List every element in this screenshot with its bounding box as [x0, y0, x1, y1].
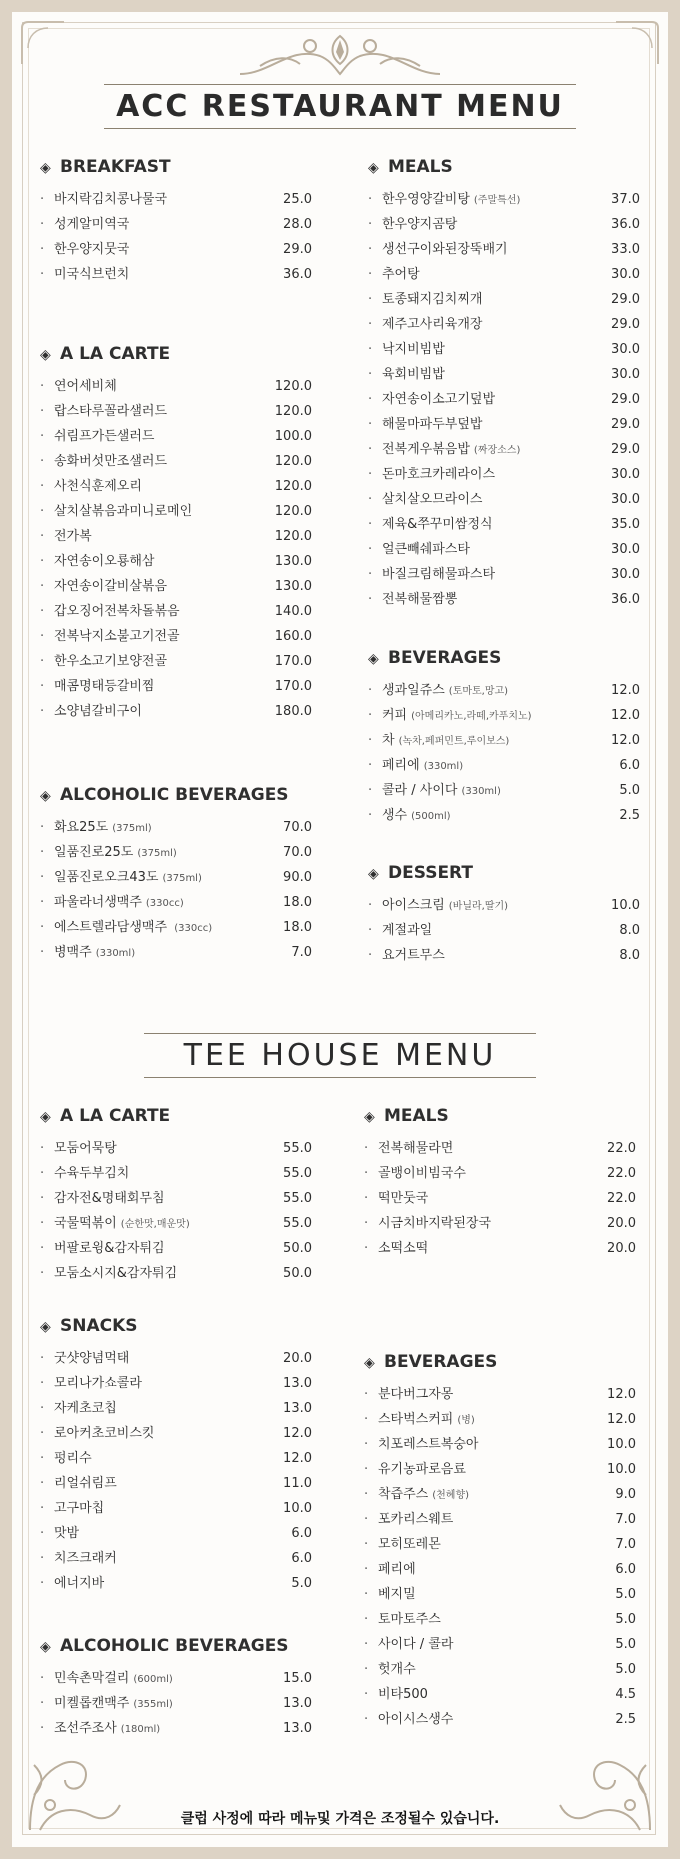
bullet-icon: · [368, 683, 373, 698]
tee-snacks-section [40, 1314, 312, 1596]
menu-item: · 베지밀 5.0 [364, 1582, 636, 1607]
bullet-icon: · [40, 1141, 45, 1156]
menu-item: · 매콤명태등갈비찜 170.0 [40, 674, 312, 699]
bullet-icon: · [368, 417, 373, 432]
menu-item: · 자연송이오룡해삼 130.0 [40, 549, 312, 574]
bullet-icon: · [40, 1696, 45, 1711]
bullet-icon: · [364, 1166, 369, 1181]
bullet-icon: · [364, 1612, 369, 1627]
menu-item: · 요거트무스 8.0 [368, 943, 640, 968]
bullet-icon: · [368, 733, 373, 748]
bullet-icon: · [40, 820, 45, 835]
section-heading: ◈ BEVERAGES [364, 1350, 636, 1374]
bullet-icon: · [364, 1487, 369, 1502]
bullet-icon: · [40, 654, 45, 669]
menu-item: · 모둠어묵탕 55.0 [40, 1136, 312, 1161]
menu-item: · 치포레스트복숭아 10.0 [364, 1432, 636, 1457]
menu-item: · 자케초코칩 13.0 [40, 1396, 312, 1421]
diamond-icon: ◈ [368, 160, 379, 176]
bullet-icon: · [368, 217, 373, 232]
bullet-icon: · [40, 1241, 45, 1256]
acc-breakfast-section [40, 155, 312, 287]
bullet-icon: · [40, 895, 45, 910]
menu-item: · 화요25도 (375ml) 70.0 [40, 815, 312, 840]
bullet-icon: · [368, 567, 373, 582]
bullet-icon: · [368, 758, 373, 773]
menu-item: · 한우양지뭇국 29.0 [40, 237, 312, 262]
menu-item: · 페리에 (330ml) 6.0 [368, 753, 640, 778]
menu-item: · 낙지비빔밥 30.0 [368, 337, 640, 362]
menu-item: · 한우영양갈비탕 (주말특선) 37.0 [368, 187, 640, 212]
diamond-icon: ◈ [40, 1109, 51, 1125]
bullet-icon: · [368, 542, 373, 557]
bullet-icon: · [364, 1512, 369, 1527]
menu-item: · 사이다 / 콜라 5.0 [364, 1632, 636, 1657]
bullet-icon: · [368, 467, 373, 482]
bullet-icon: · [40, 1266, 45, 1281]
bullet-icon: · [40, 1451, 45, 1466]
menu-item: · 일품진로오크43도 (375ml) 90.0 [40, 865, 312, 890]
bullet-icon: · [364, 1141, 369, 1156]
bullet-icon: · [40, 1501, 45, 1516]
acc-meals-section [368, 155, 640, 612]
bullet-icon: · [40, 870, 45, 885]
menu-item: · 병맥주 (330ml) 7.0 [40, 940, 312, 965]
tee-beverages-section [364, 1350, 636, 1732]
bullet-icon: · [40, 1476, 45, 1491]
section-heading: ◈ ALCOHOLIC BEVERAGES [40, 1634, 312, 1658]
menu-item: · 커피 (아메리카노,라떼,카푸치노) 12.0 [368, 703, 640, 728]
tee-alcoholic-section [40, 1634, 312, 1741]
section-heading: ◈ A LA CARTE [40, 342, 312, 366]
bullet-icon: · [40, 1551, 45, 1566]
menu-item: · 착즙주스 (천혜향) 9.0 [364, 1482, 636, 1507]
bullet-icon: · [368, 517, 373, 532]
menu-item: · 로아커초코비스킷 12.0 [40, 1421, 312, 1446]
menu-item: · 제주고사리육개장 29.0 [368, 312, 640, 337]
bullet-icon: · [40, 1351, 45, 1366]
menu-item: · 페리에 6.0 [364, 1557, 636, 1582]
menu-item: · 사천식훈제오리 120.0 [40, 474, 312, 499]
bullet-icon: · [40, 1376, 45, 1391]
menu-item: · 아이시스생수 2.5 [364, 1707, 636, 1732]
bullet-icon: · [364, 1537, 369, 1552]
menu-item: · 전복해물짬뽕 36.0 [368, 587, 640, 612]
menu-item: · 아이스크림 (바닐라,딸기) 10.0 [368, 893, 640, 918]
menu-item: · 떡만둣국 22.0 [364, 1186, 636, 1211]
section-heading: ◈ SNACKS [40, 1314, 312, 1338]
bullet-icon: · [364, 1191, 369, 1206]
bullet-icon: · [40, 379, 45, 394]
menu-item: · 모둠소시지&감자튀김 50.0 [40, 1261, 312, 1286]
bullet-icon: · [40, 429, 45, 444]
diamond-icon: ◈ [40, 788, 51, 804]
menu-item: · 생선구이와된장뚝배기 33.0 [368, 237, 640, 262]
menu-item: · 수육두부김치 55.0 [40, 1161, 312, 1186]
bullet-icon: · [40, 192, 45, 207]
menu-item: · 토종돼지김치찌개 29.0 [368, 287, 640, 312]
tee-house-menu-title: TEE HOUSE MENU [144, 1033, 537, 1078]
menu-item: · 해물마파두부덮밥 29.0 [368, 412, 640, 437]
diamond-icon: ◈ [40, 347, 51, 363]
menu-item: · 토마토주스 5.0 [364, 1607, 636, 1632]
acc-title-wrap [0, 84, 680, 129]
menu-item: · 포카리스웨트 7.0 [364, 1507, 636, 1532]
bullet-icon: · [40, 1166, 45, 1181]
bullet-icon: · [368, 342, 373, 357]
menu-item: · 고구마칩 10.0 [40, 1496, 312, 1521]
bullet-icon: · [40, 504, 45, 519]
menu-item: · 맛밤 6.0 [40, 1521, 312, 1546]
bullet-icon: · [40, 479, 45, 494]
menu-item: · 살치살볶음과미니로메인 120.0 [40, 499, 312, 524]
menu-item: · 민속촌막걸리 (600ml) 15.0 [40, 1666, 312, 1691]
menu-item: · 감자전&명태회무침 55.0 [40, 1186, 312, 1211]
section-heading: ◈ BEVERAGES [368, 646, 640, 670]
acc-beverages-section [368, 646, 640, 828]
menu-item: · 전가복 120.0 [40, 524, 312, 549]
menu-item: · 바질크림해물파스타 30.0 [368, 562, 640, 587]
menu-item: · 골뱅이비빔국수 22.0 [364, 1161, 636, 1186]
menu-item: · 미켈롭캔맥주 (355ml) 13.0 [40, 1691, 312, 1716]
menu-item: · 자연송이갈비살볶음 130.0 [40, 574, 312, 599]
bullet-icon: · [364, 1562, 369, 1577]
diamond-icon: ◈ [368, 651, 379, 667]
tee-title-wrap [0, 1033, 680, 1078]
menu-item: · 모리나가쇼콜라 13.0 [40, 1371, 312, 1396]
bullet-icon: · [364, 1241, 369, 1256]
bullet-icon: · [40, 579, 45, 594]
menu-item: · 치즈크래커 6.0 [40, 1546, 312, 1571]
bullet-icon: · [40, 1191, 45, 1206]
bullet-icon: · [368, 442, 373, 457]
bullet-icon: · [40, 1576, 45, 1591]
menu-item: · 차 (녹차,페퍼민트,루이보스) 12.0 [368, 728, 640, 753]
bullet-icon: · [40, 945, 45, 960]
menu-item: · 에너지바 5.0 [40, 1571, 312, 1596]
menu-item: · 파울라너생맥주 (330cc) 18.0 [40, 890, 312, 915]
menu-item: · 생과일쥬스 (토마토,망고) 12.0 [368, 678, 640, 703]
acc-alcoholic-section [40, 783, 312, 965]
bullet-icon: · [40, 1526, 45, 1541]
menu-item: · 전복해물라면 22.0 [364, 1136, 636, 1161]
bullet-icon: · [368, 192, 373, 207]
bullet-icon: · [368, 317, 373, 332]
section-heading: ◈ ALCOHOLIC BEVERAGES [40, 783, 312, 807]
bullet-icon: · [364, 1412, 369, 1427]
menu-item: · 돈마호크카레라이스 30.0 [368, 462, 640, 487]
bullet-icon: · [40, 217, 45, 232]
menu-item: · 국물떡볶이 (순한맛,매운맛) 55.0 [40, 1211, 312, 1236]
menu-item: · 갑오징어전복차돌볶음 140.0 [40, 599, 312, 624]
bullet-icon: · [40, 267, 45, 282]
bullet-icon: · [40, 242, 45, 257]
bullet-icon: · [40, 679, 45, 694]
menu-item: · 한우소고기보양전골 170.0 [40, 649, 312, 674]
bullet-icon: · [368, 592, 373, 607]
menu-item: · 미국식브런치 36.0 [40, 262, 312, 287]
menu-item: · 얼큰빼쉐파스타 30.0 [368, 537, 640, 562]
acc-a-la-carte-section [40, 342, 312, 724]
menu-item: · 연어세비체 120.0 [40, 374, 312, 399]
bullet-icon: · [364, 1687, 369, 1702]
bullet-icon: · [368, 392, 373, 407]
corner-ornament-top-right-icon [612, 18, 662, 68]
bullet-icon: · [368, 267, 373, 282]
bullet-icon: · [40, 704, 45, 719]
bullet-icon: · [40, 554, 45, 569]
bullet-icon: · [40, 1721, 45, 1736]
bullet-icon: · [368, 783, 373, 798]
bullet-icon: · [368, 242, 373, 257]
bullet-icon: · [40, 1216, 45, 1231]
section-heading: ◈ DESSERT [368, 861, 640, 885]
bullet-icon: · [368, 367, 373, 382]
menu-item: · 성게알미역국 28.0 [40, 212, 312, 237]
bullet-icon: · [40, 845, 45, 860]
menu-item: · 제육&쭈꾸미쌈정식 35.0 [368, 512, 640, 537]
bullet-icon: · [364, 1712, 369, 1727]
bullet-icon: · [364, 1462, 369, 1477]
menu-item: · 바지락김치콩나물국 25.0 [40, 187, 312, 212]
corner-ornament-top-left-icon [18, 18, 68, 68]
menu-item: · 살치살오므라이스 30.0 [368, 487, 640, 512]
tee-a-la-carte-section [40, 1104, 312, 1286]
bullet-icon: · [364, 1637, 369, 1652]
menu-item: · 버팔로윙&감자튀김 50.0 [40, 1236, 312, 1261]
menu-item: · 스타벅스커피 (병) 12.0 [364, 1407, 636, 1432]
bullet-icon: · [364, 1587, 369, 1602]
menu-item: · 소떡소떡 20.0 [364, 1236, 636, 1261]
diamond-icon: ◈ [40, 1639, 51, 1655]
bullet-icon: · [40, 529, 45, 544]
section-heading: ◈ BREAKFAST [40, 155, 312, 179]
bullet-icon: · [368, 948, 373, 963]
bullet-icon: · [40, 1426, 45, 1441]
bullet-icon: · [364, 1387, 369, 1402]
bullet-icon: · [40, 920, 45, 935]
menu-item: · 리얼쉬림프 11.0 [40, 1471, 312, 1496]
menu-item: · 전복낙지소불고기전골 160.0 [40, 624, 312, 649]
bullet-icon: · [368, 708, 373, 723]
section-heading: ◈ A LA CARTE [40, 1104, 312, 1128]
acc-menu-title: ACC RESTAURANT MENU [104, 84, 576, 129]
menu-item: · 쉬림프가든샐러드 100.0 [40, 424, 312, 449]
bullet-icon: · [364, 1662, 369, 1677]
bullet-icon: · [368, 923, 373, 938]
menu-item: · 육회비빔밥 30.0 [368, 362, 640, 387]
menu-item: · 전복게우볶음밥 (짜장소스) 29.0 [368, 437, 640, 462]
menu-item: · 굿샷양념먹태 20.0 [40, 1346, 312, 1371]
bullet-icon: · [368, 292, 373, 307]
bullet-icon: · [40, 604, 45, 619]
menu-item: · 펑리수 12.0 [40, 1446, 312, 1471]
section-heading: ◈ MEALS [368, 155, 640, 179]
menu-item: · 소양념갈비구이 180.0 [40, 699, 312, 724]
menu-item: · 계절과일 8.0 [368, 918, 640, 943]
menu-item: · 에스트렐라담생맥주 (330cc) 18.0 [40, 915, 312, 940]
tee-meals-section [364, 1104, 636, 1261]
section-heading: ◈ MEALS [364, 1104, 636, 1128]
bullet-icon: · [40, 629, 45, 644]
diamond-icon: ◈ [364, 1355, 375, 1371]
bullet-icon: · [364, 1437, 369, 1452]
menu-item: · 송화버섯만조샐러드 120.0 [40, 449, 312, 474]
diamond-icon: ◈ [364, 1109, 375, 1125]
menu-item: · 헛개수 5.0 [364, 1657, 636, 1682]
diamond-icon: ◈ [40, 1319, 51, 1335]
menu-item: · 조선주조사 (180ml) 13.0 [40, 1716, 312, 1741]
menu-item: · 한우양지곰탕 36.0 [368, 212, 640, 237]
menu-item: · 비타500 4.5 [364, 1682, 636, 1707]
bullet-icon: · [368, 492, 373, 507]
top-ornament-icon [230, 26, 450, 86]
menu-item: · 분다버그자몽 12.0 [364, 1382, 636, 1407]
bullet-icon: · [40, 1401, 45, 1416]
menu-item: · 자연송이소고기덮밥 29.0 [368, 387, 640, 412]
menu-item: · 생수 (500ml) 2.5 [368, 803, 640, 828]
bullet-icon: · [368, 808, 373, 823]
bullet-icon: · [40, 1671, 45, 1686]
bullet-icon: · [40, 454, 45, 469]
bullet-icon: · [368, 898, 373, 913]
price-notice: 클럽 사정에 따라 메뉴및 가격은 조정될수 있습니다. [180, 1811, 500, 1827]
diamond-icon: ◈ [40, 160, 51, 176]
menu-item: · 일품진로25도 (375ml) 70.0 [40, 840, 312, 865]
menu-item: · 콜라 / 사이다 (330ml) 5.0 [368, 778, 640, 803]
acc-dessert-section [368, 861, 640, 968]
menu-item: · 랍스타루꼴라샐러드 120.0 [40, 399, 312, 424]
diamond-icon: ◈ [368, 866, 379, 882]
bullet-icon: · [40, 404, 45, 419]
menu-item: · 모히또레몬 7.0 [364, 1532, 636, 1557]
bullet-icon: · [364, 1216, 369, 1231]
menu-item: · 추어탕 30.0 [368, 262, 640, 287]
menu-item: · 시금치바지락된장국 20.0 [364, 1211, 636, 1236]
menu-item: · 유기농파로음료 10.0 [364, 1457, 636, 1482]
